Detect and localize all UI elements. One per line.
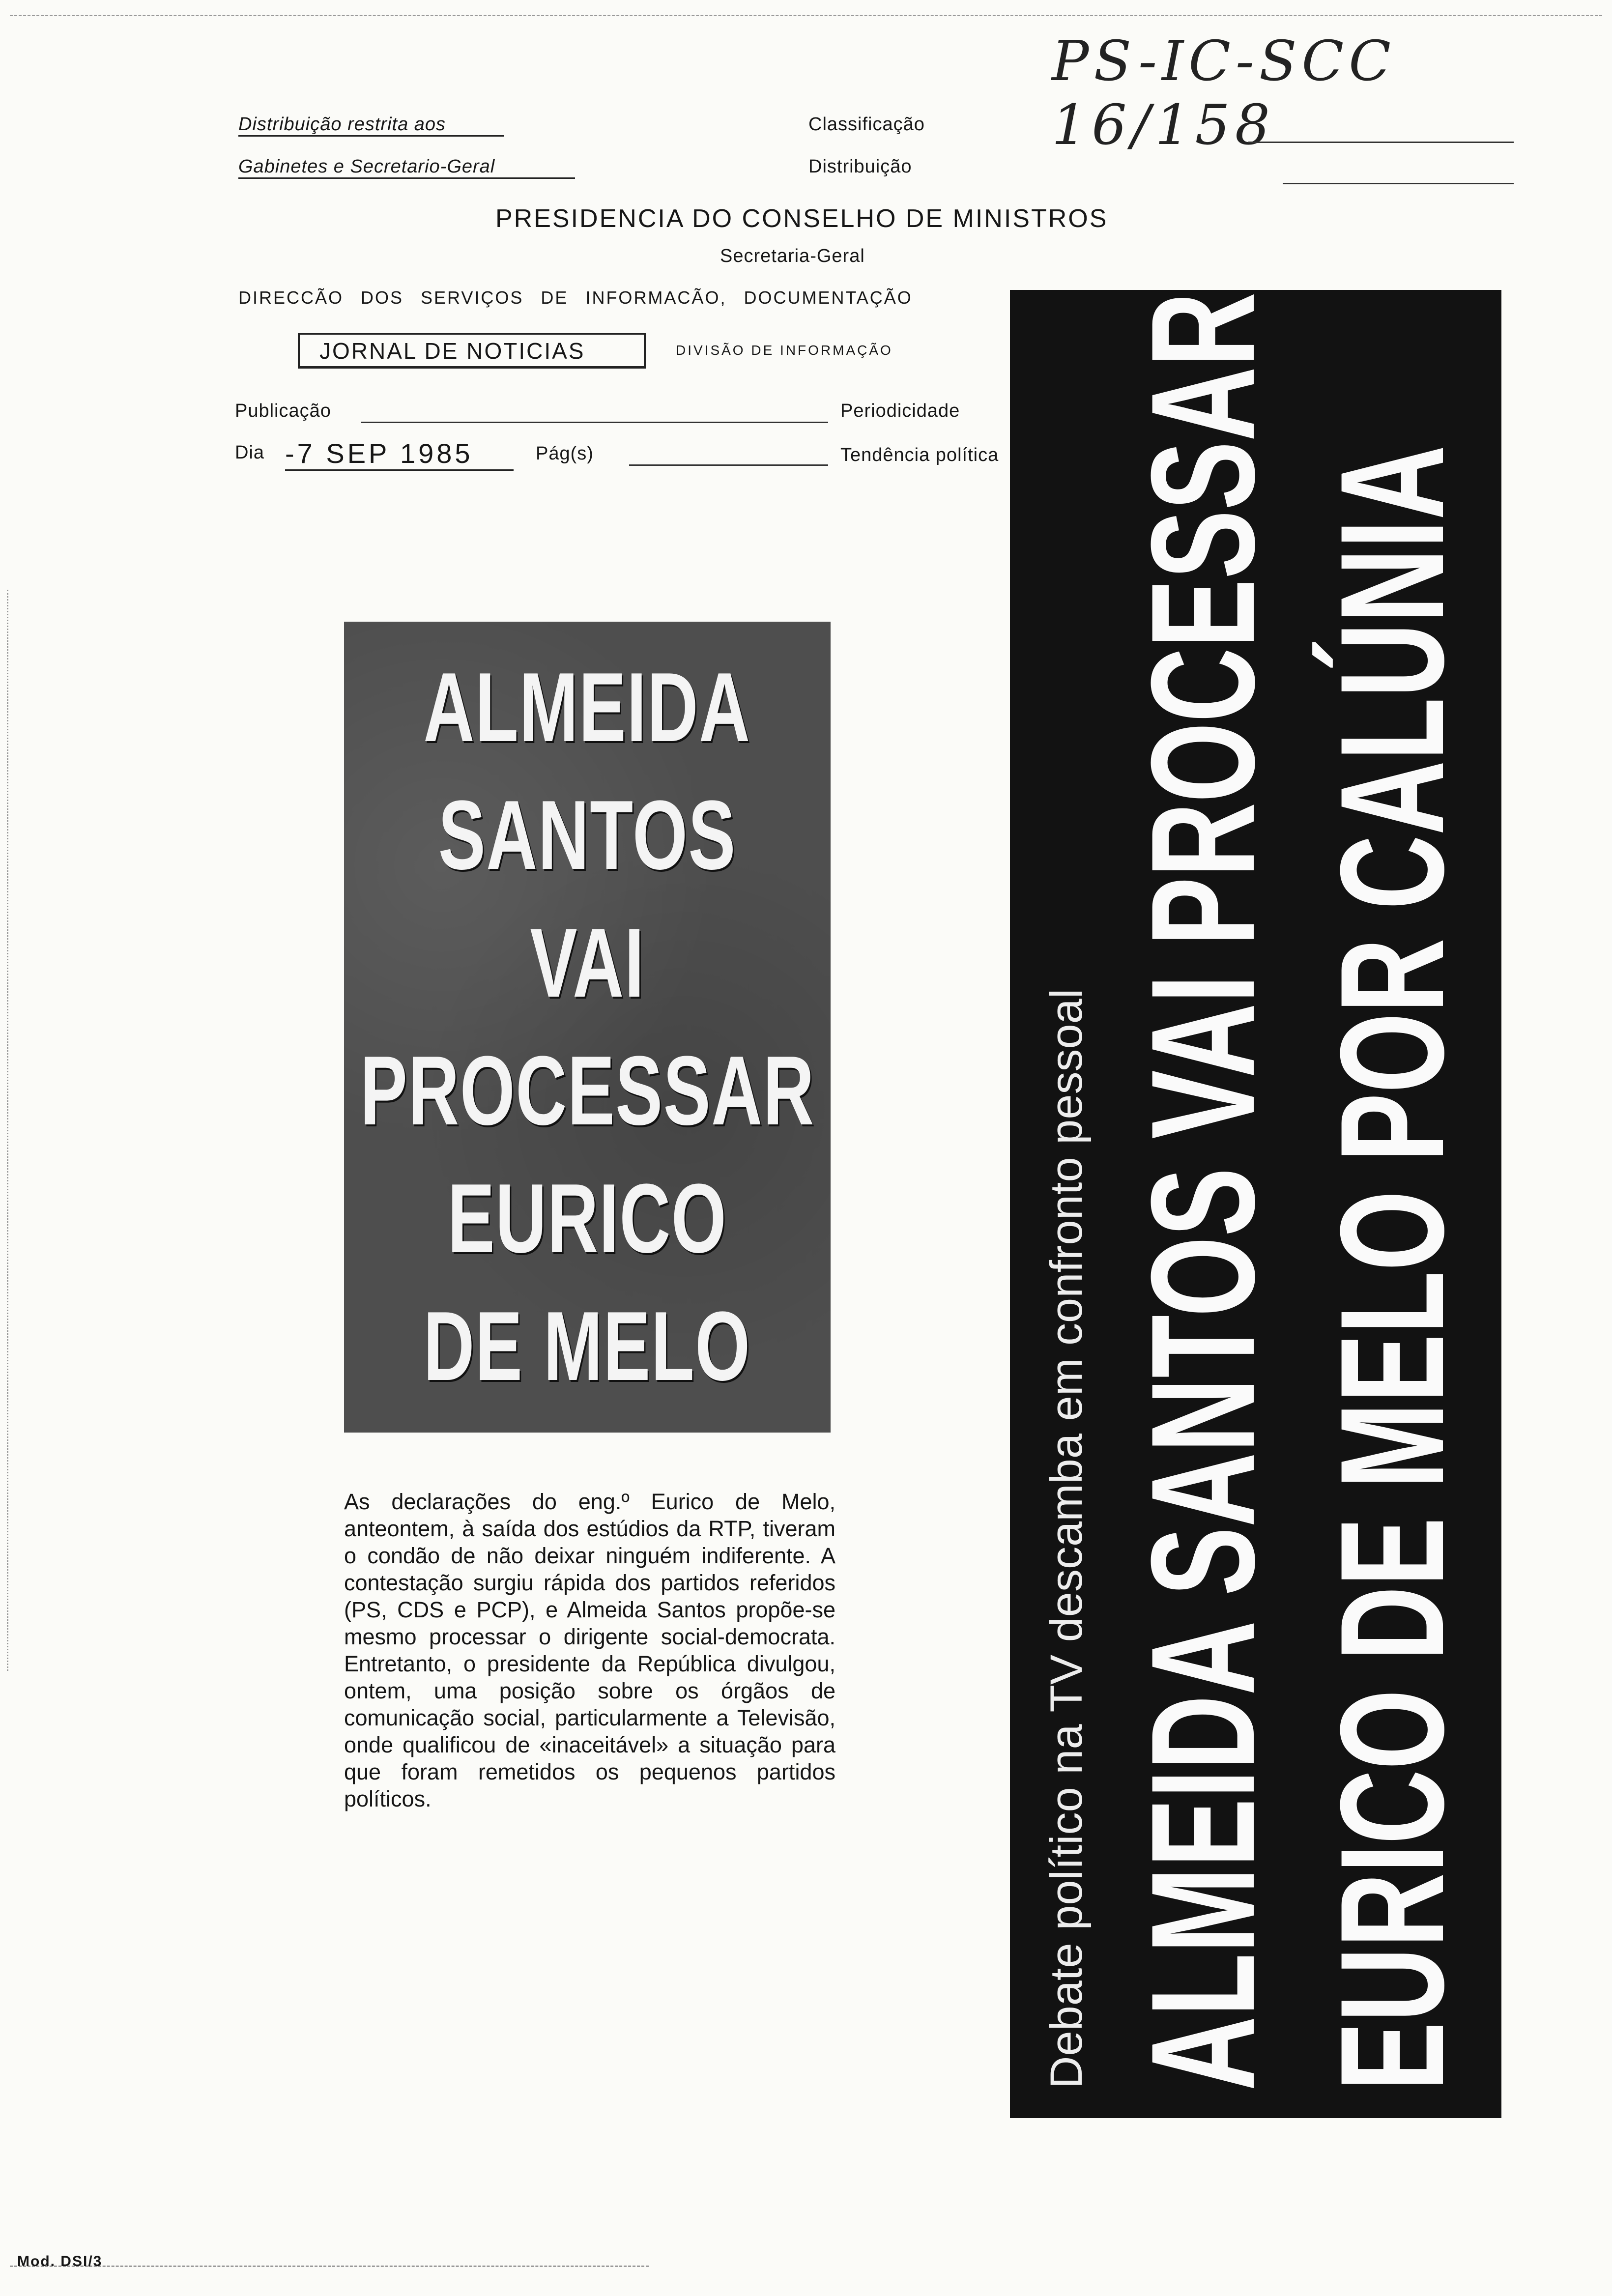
distribution-label: Distribuição <box>808 156 912 177</box>
left-headline-line-5: EURICO <box>447 1164 727 1273</box>
left-clipping-headline <box>344 622 831 1433</box>
left-headline-line-1: ALMEIDA <box>423 653 751 762</box>
distribution-line <box>1283 183 1514 184</box>
form-code: Mod. DSI/3 <box>17 2253 103 2269</box>
page-title: PRESIDENCIA DO CONSELHO DE MINISTROS <box>495 204 1108 233</box>
left-clipping-body: As declarações do eng.º Eurico de Melo, anteontem, à saída dos estúdios da RTP, tiveram o condão de não deixar ninguém indiferente. A contestação surgiu rápida dos partidos referidos (PS, CDS e PCP), e Almeida Santos propõe-se mesmo processar o dirigente social-democrata. Entretanto, o presidente da República divulgou, ontem, uma posição sobre os órgãos de comunicação social, particularmente a Televisão, onde qualificou de «inaceitável» a situação para que foram remetidos os pequenos partidos políticos. <box>344 1489 835 1811</box>
division-label: DIVISÃO DE INFORMAÇÃO <box>676 343 893 358</box>
left-headline-line-2: SANTOS <box>438 780 737 890</box>
handwritten-reference: PS-IC-SCC 16/158 <box>1052 29 1396 157</box>
directorate: DIRECCÃO DOS SERVIÇOS DE INFORMACÃO, DOCUMENTAÇÃO <box>238 287 913 308</box>
distribution-note-line2: Gabinetes e Secretario-Geral <box>238 156 575 179</box>
page-subtitle: Secretaria-Geral <box>720 246 865 266</box>
distribution-note-line1: Distribuição restrita aos <box>238 114 504 137</box>
right-headline-line-2: EURICO DE MELO POR CALÚNIA <box>1309 445 1474 2091</box>
scan-edge-left <box>7 590 11 1671</box>
right-headline-line-1: ALMEIDA SANTOS VAI PROCESSAR <box>1120 292 1285 2091</box>
pags-label: Pág(s) <box>536 443 594 464</box>
newspaper-box <box>298 333 646 369</box>
classification-line <box>1248 142 1514 143</box>
scan-edge-bottom <box>10 2266 649 2267</box>
tendencia-label: Tendência política <box>840 445 999 465</box>
right-clipping-rotated-text <box>1025 292 1487 2094</box>
left-headline-line-6: DE MELO <box>423 1292 751 1401</box>
pags-line <box>629 464 828 466</box>
scan-edge-top <box>10 15 1602 16</box>
publication-date: -7 SEP 1985 <box>285 437 514 471</box>
left-headline-line-3: VAI <box>530 908 645 1018</box>
left-headline-line-4: PROCESSAR <box>360 1036 815 1146</box>
right-subheadline: Debate político na TV descamba em confronto pessoal <box>1041 988 1092 2089</box>
dia-label: Dia <box>235 442 265 463</box>
publicacao-line <box>361 422 828 423</box>
right-clipping <box>1010 290 1501 2118</box>
periodicidade-label: Periodicidade <box>840 401 960 421</box>
classification-label: Classificação <box>808 114 925 135</box>
publicacao-label: Publicação <box>235 401 331 421</box>
newspaper-name: JORNAL DE NOTICIAS <box>319 338 585 364</box>
